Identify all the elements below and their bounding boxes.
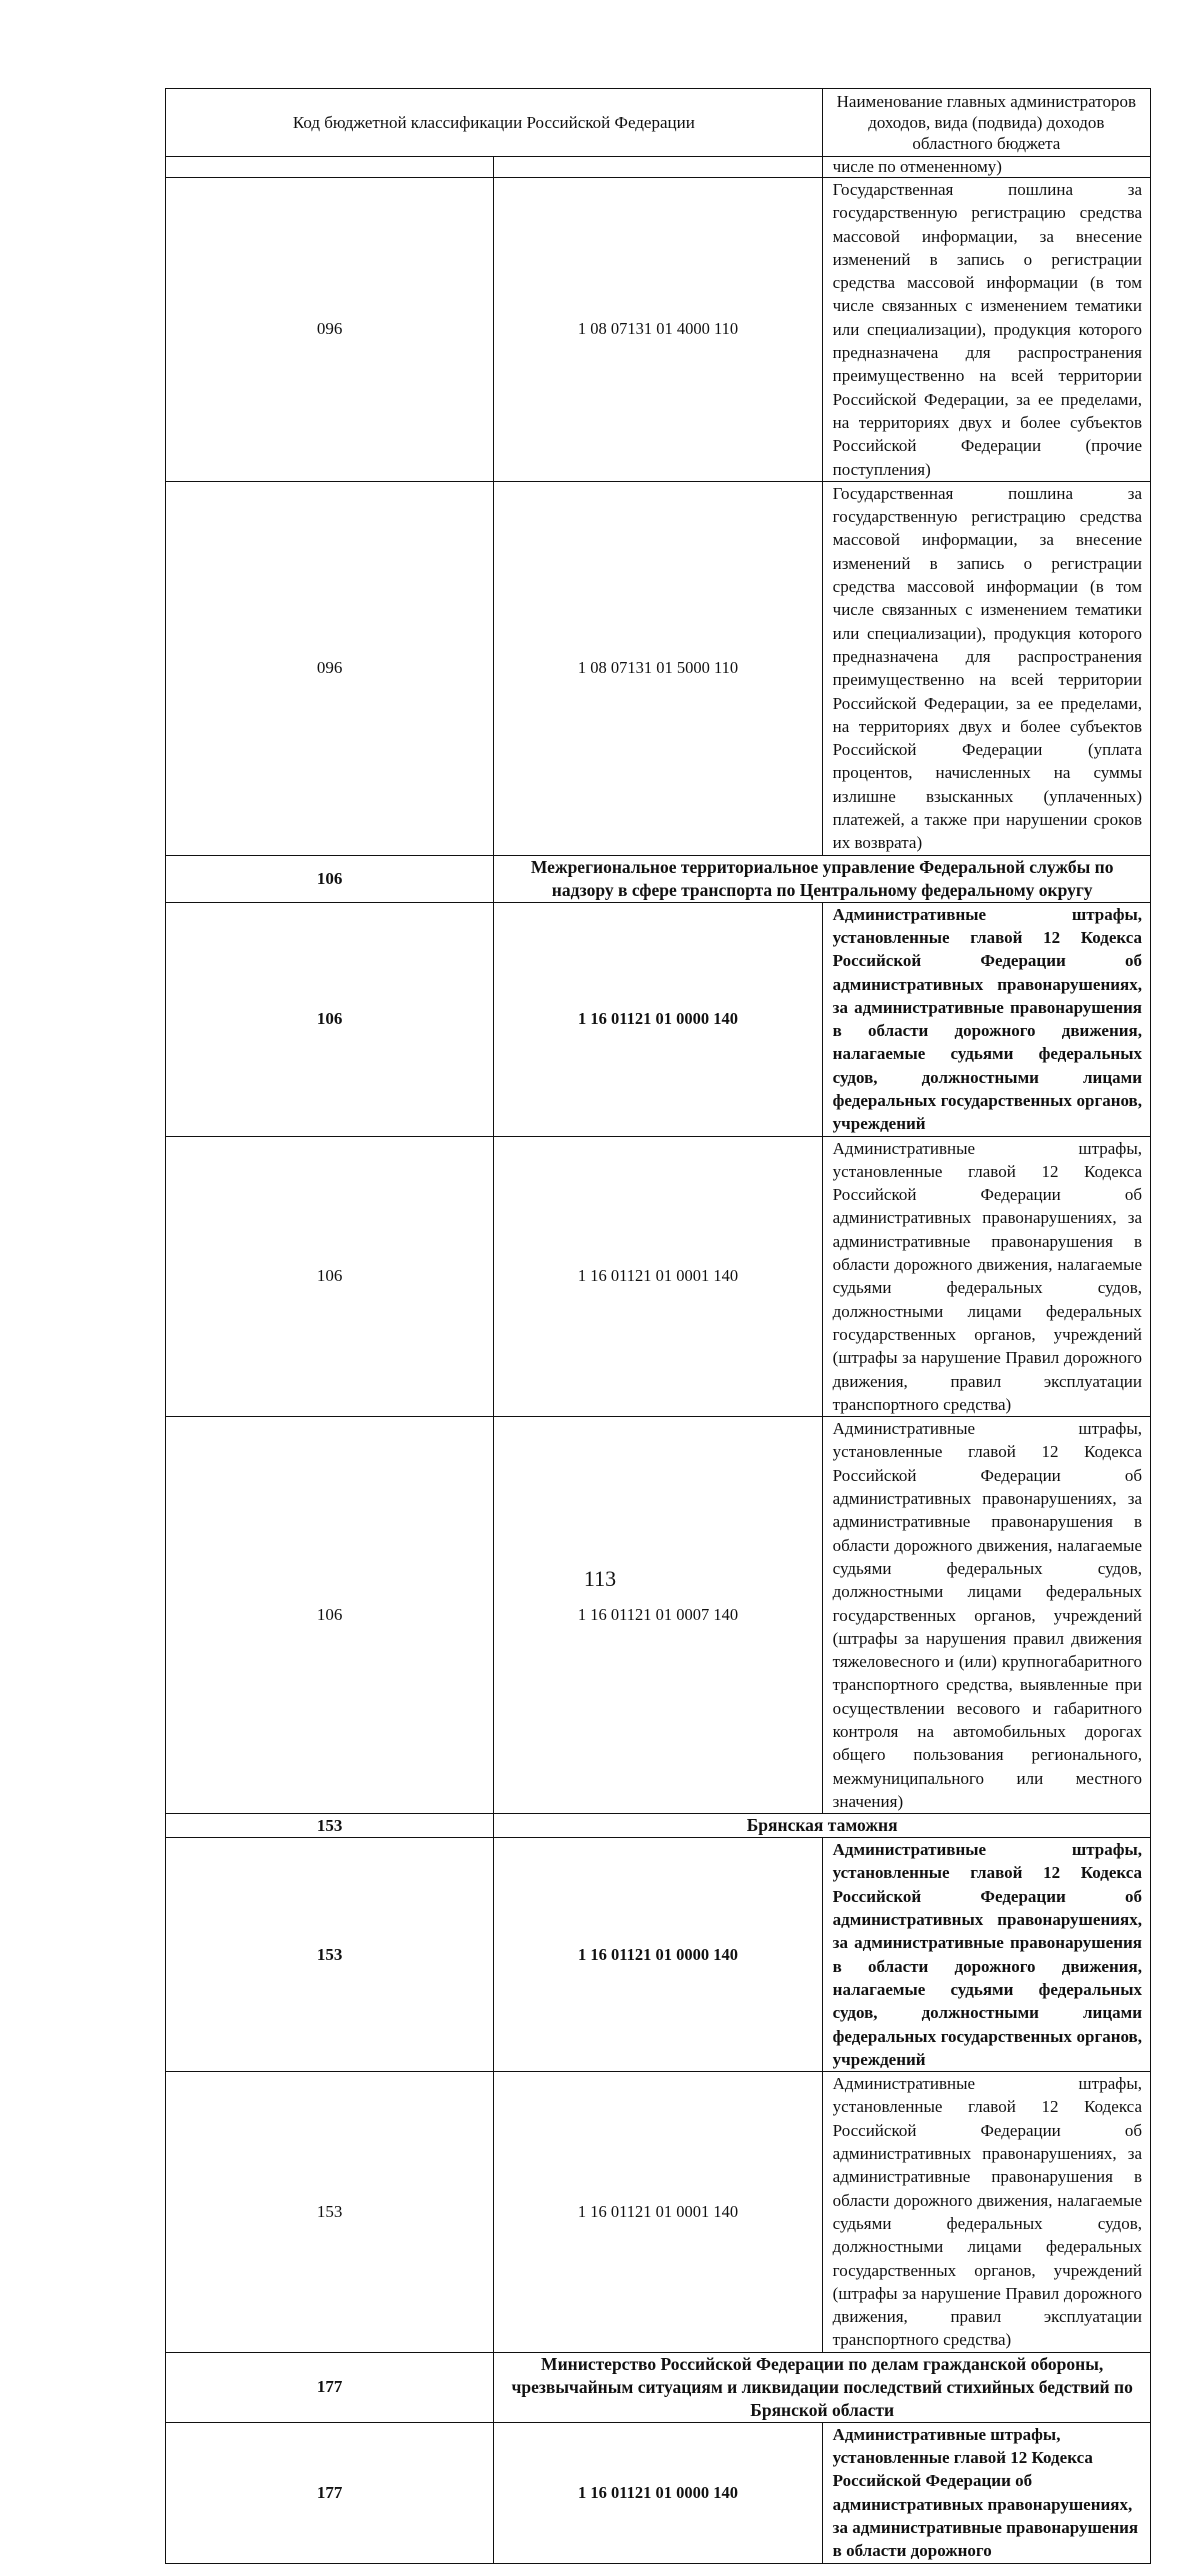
administrator-name: Министерство Российской Федерации по делам гражданской обороны, чрезвычайным ситуациям и ликвидации последствий стихийных бедствий по Брянской области bbox=[494, 2352, 1151, 2422]
admin-code: 106 bbox=[166, 1417, 494, 1814]
income-description: Государственная пошлина за государственную регистрацию средства массовой информации, за внесение изменений в запись о регистрации средства массовой информации (в том числе связанных с изменением тематики или специализации), продукция которого предназначена для распространения преимущественно на всей территории Российской Федерации, за ее пределами, на территориях двух и более субъектов Российской Федерации (прочие поступления) bbox=[822, 178, 1150, 482]
header-admin-name: Наименование главных администраторов доходов, вида (подвида) доходов областного бюджета bbox=[822, 89, 1150, 157]
table-header-row bbox=[166, 89, 1151, 157]
admin-code: 106 bbox=[166, 902, 494, 1136]
administrator-name: Брянская таможня bbox=[494, 1814, 1151, 1838]
admin-code: 096 bbox=[166, 178, 494, 482]
table-row bbox=[166, 2072, 1151, 2353]
table-row bbox=[166, 178, 1151, 482]
admin-code: 106 bbox=[166, 855, 494, 902]
admin-code: 153 bbox=[166, 1814, 494, 1838]
document-page bbox=[165, 88, 1151, 2564]
table-row bbox=[166, 1838, 1151, 2072]
income-description: Административные штрафы, установленные главой 12 Кодекса Российской Федерации об административных правонарушениях, за административные правонарушения в области дорожного движения, налагаемые судьями федеральных судов, должностными лицами федеральных государственных органов, учреждений bbox=[822, 1838, 1150, 2072]
admin-code: 153 bbox=[166, 1838, 494, 2072]
budget-code: 1 16 01121 01 0001 140 bbox=[494, 1136, 822, 1417]
table-row bbox=[166, 1417, 1151, 1814]
admin-code: 177 bbox=[166, 2352, 494, 2422]
group-row bbox=[166, 1814, 1151, 1838]
admin-code: 106 bbox=[166, 1136, 494, 1417]
admin-code: 096 bbox=[166, 481, 494, 855]
administrator-name: Межрегиональное территориальное управление Федеральной службы по надзору в сфере транспорта по Центральному федеральному округу bbox=[494, 855, 1151, 902]
group-row bbox=[166, 2352, 1151, 2422]
page-number: 113 bbox=[583, 1566, 617, 1591]
budget-code: 1 08 07131 01 4000 110 bbox=[494, 178, 822, 482]
income-description: Административные штрафы, установленные главой 12 Кодекса Российской Федерации об административных правонарушениях, за административные правонарушения в области дорожного движения, налагаемые судьями федеральных судов, должностными лицами федеральных государственных органов, учреждений (штрафы за нарушение Правил дорожного движения, правил эксплуатации транспортного средства) bbox=[822, 1136, 1150, 1417]
income-description: Административные штрафы, установленные главой 12 Кодекса Российской Федерации об административных правонарушениях, за административные правонарушения в области дорожного движения, налагаемые судьями федеральных судов, должностными лицами федеральных государственных органов, учреждений bbox=[822, 902, 1150, 1136]
income-description: Административные штрафы, установленные главой 12 Кодекса Российской Федерации об административных правонарушениях, за административные правонарушения в области дорожного движения, налагаемые судьями федеральных судов, должностными лицами федеральных государственных органов, учреждений (штрафы за нарушение Правил дорожного движения, правил эксплуатации транспортного средства) bbox=[822, 2072, 1150, 2353]
admin-code: 177 bbox=[166, 2422, 494, 2563]
table-row bbox=[166, 481, 1151, 855]
budget-code: 1 16 01121 01 0000 140 bbox=[494, 2422, 822, 2563]
revenue-administrators-table bbox=[165, 88, 1151, 2564]
budget-code: 1 16 01121 01 0000 140 bbox=[494, 1838, 822, 2072]
table-row bbox=[166, 1136, 1151, 1417]
table-row bbox=[166, 902, 1151, 1136]
budget-code: 1 16 01121 01 0007 140 bbox=[494, 1417, 822, 1814]
income-description: Административные штрафы, установленные главой 12 Кодекса Российской Федерации об административных правонарушениях, за административные правонарушения в области дорожного bbox=[822, 2422, 1150, 2563]
continuation-row bbox=[166, 157, 1151, 178]
admin-code: 153 bbox=[166, 2072, 494, 2353]
income-description: Государственная пошлина за государственную регистрацию средства массовой информации, за внесение изменений в запись о регистрации средства массовой информации (в том числе связанных с изменением тематики или специализации), продукция которого предназначена для распространения преимущественно на всей территории Российской Федерации, за ее пределами, на территориях двух и более субъектов Российской Федерации (уплата процентов, начисленных на суммы излишне взысканных (уплаченных) платежей, а также при нарушении сроков их возврата) bbox=[822, 481, 1150, 855]
table-row bbox=[166, 2422, 1151, 2563]
header-budget-code: Код бюджетной классификации Российской Федерации bbox=[166, 89, 823, 157]
budget-code: 1 08 07131 01 5000 110 bbox=[494, 481, 822, 855]
budget-code: 1 16 01121 01 0001 140 bbox=[494, 2072, 822, 2353]
continuation-text: числе по отмененному) bbox=[822, 157, 1150, 178]
budget-code: 1 16 01121 01 0000 140 bbox=[494, 902, 822, 1136]
income-description: Административные штрафы, установленные главой 12 Кодекса Российской Федерации об административных правонарушениях, за административные правонарушения в области дорожного движения, налагаемые судьями федеральных судов, должностными лицами федеральных государственных органов, учреждений (штрафы за нарушения правил движения тяжеловесного и (или) крупногабаритного транспортного средства, выявленные при осуществлении весового и габаритного контроля на автомобильных дорогах общего пользования регионального, межмуниципального или местного значения) bbox=[822, 1417, 1150, 1814]
group-row bbox=[166, 855, 1151, 902]
